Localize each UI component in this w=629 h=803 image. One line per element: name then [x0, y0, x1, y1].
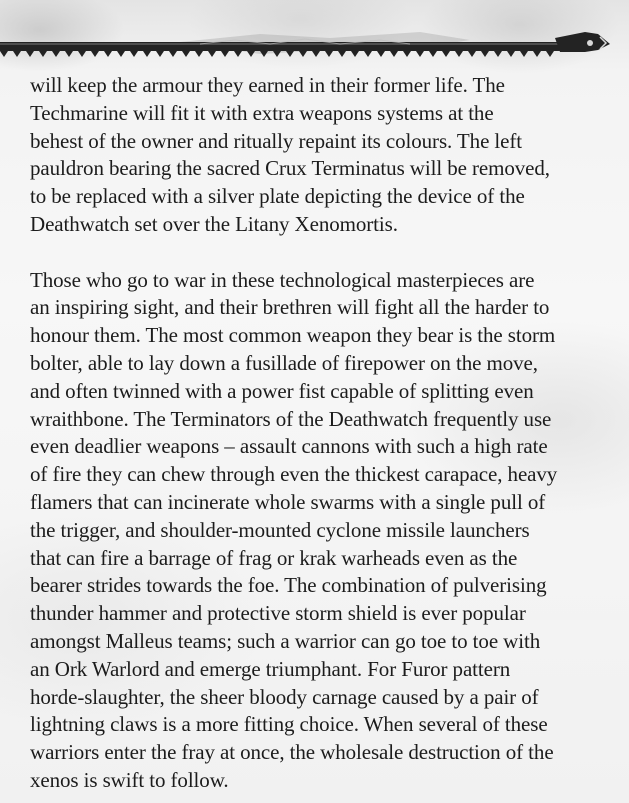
- paragraph-terminator-weapons: Those who go to war in these technological masterpieces are an inspiring sight, and their brethren will fight all the harder to honour them. The most common weapon they bear is the storm bolter, able to lay down a fusillade of firepower on the move, and often twinned with a power fist capable of splitting even wraithbone. The Terminators of the Deathwatch frequently use even deadlier weapons – assault cannons with such a high rate of fire they can chew through even the thickest carapace, heavy flamers that can incinerate whole swarms with a single pull of the trigger, and shoulder-mounted cyclone missile launchers that can fire a barrage of frag or krak warheads even as the bearer strides towards the foe. The combination of pulverising thunder hammer and protective storm shield is ever popular amongst Malleus teams; such a warrior can go toe to toe with an Ork Warlord and emerge triumphant. For Furor pattern horde-slaughter, the sheer bloody carnage caused by a pair of lightning claws is a more fitting choice. When several of these warriors enter the fray at once, the wholesale destruction of the xenos is swift to follow.: [30, 267, 558, 792]
- spiked-blade-rule-icon: [0, 28, 629, 62]
- body-text: [30, 72, 605, 795]
- paragraph-terminator-armour: will keep the armour they earned in their former life. The Techmarine will fit it with extra weapons systems at the behest of the owner and ritually repaint its colours. The left pauldron bearing the sacred Crux Terminatus will be removed, to be replaced with a silver plate depicting the device of the Deathwatch set over the Litany Xenomortis.: [30, 73, 550, 236]
